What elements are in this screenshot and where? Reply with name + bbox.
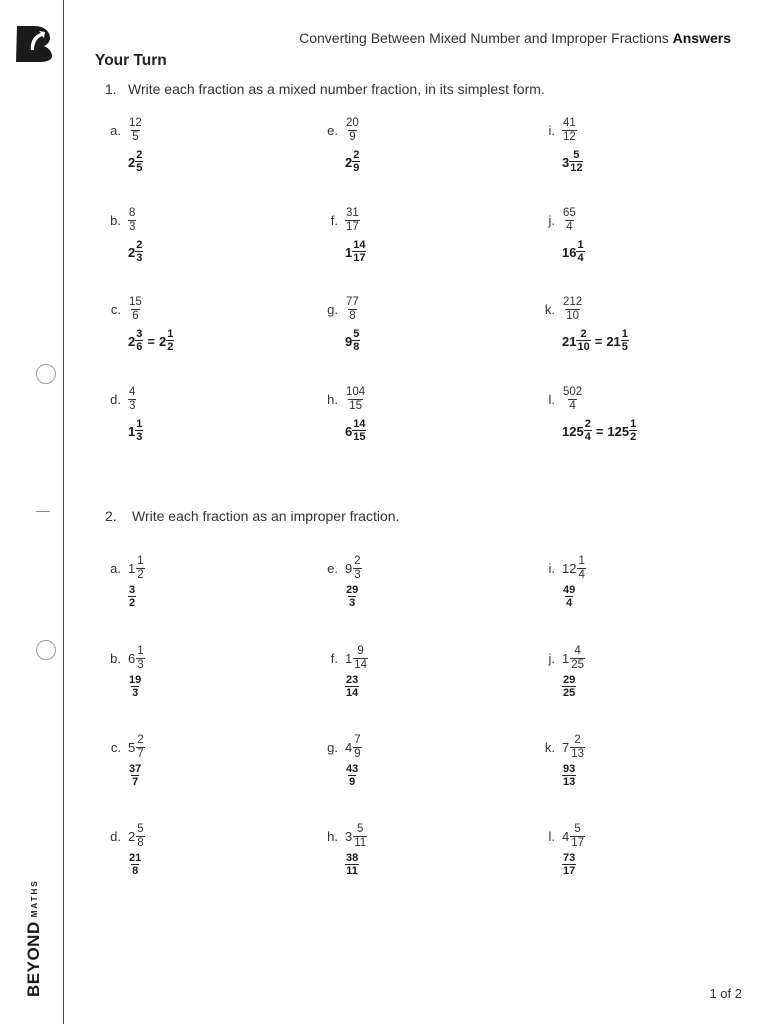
mixed-number bbox=[128, 824, 145, 849]
exercise-item bbox=[548, 823, 585, 849]
fraction bbox=[570, 646, 585, 671]
numerator: 19 bbox=[129, 674, 142, 686]
fraction bbox=[569, 150, 583, 174]
fraction bbox=[621, 329, 629, 353]
numerator: 104 bbox=[346, 386, 366, 398]
page-margin-line bbox=[63, 0, 64, 1024]
exercise-item bbox=[110, 386, 136, 412]
page-number: 1 of 2 bbox=[709, 986, 742, 1001]
numerator: 5 bbox=[137, 823, 144, 835]
fraction bbox=[345, 297, 360, 322]
mixed-number bbox=[562, 556, 586, 581]
numerator: 1 bbox=[137, 645, 144, 657]
fraction bbox=[345, 208, 360, 233]
page-header bbox=[299, 30, 731, 46]
denominator: 3 bbox=[129, 220, 136, 233]
answer bbox=[562, 675, 576, 699]
numerator: 7 bbox=[354, 734, 361, 746]
fraction bbox=[584, 419, 592, 443]
fraction bbox=[576, 329, 590, 353]
whole-number: 9 bbox=[345, 561, 353, 576]
denominator: 9 bbox=[354, 747, 361, 760]
header-title: Converting Between Mixed Number and Improper Fractions bbox=[299, 30, 669, 46]
item-label: h. bbox=[327, 392, 338, 407]
numerator: 2 bbox=[137, 734, 144, 746]
item-label: l. bbox=[548, 829, 555, 844]
whole-number: 3 bbox=[345, 829, 353, 844]
fraction bbox=[629, 419, 637, 443]
answer bbox=[562, 329, 629, 353]
whole-number: 21 bbox=[562, 333, 577, 349]
answer bbox=[128, 329, 174, 353]
denominator: 9 bbox=[349, 130, 356, 143]
fraction bbox=[562, 853, 576, 877]
numerator: 3 bbox=[136, 328, 143, 340]
denominator: 2 bbox=[630, 431, 637, 443]
numerator: 23 bbox=[346, 674, 359, 686]
fraction bbox=[135, 419, 143, 443]
fraction bbox=[353, 646, 368, 671]
question-number: 2. bbox=[105, 508, 117, 524]
numerator: 2 bbox=[584, 418, 591, 430]
numerator: 5 bbox=[573, 149, 580, 161]
denominator: 2 bbox=[167, 341, 174, 353]
denominator: 5 bbox=[132, 130, 139, 143]
fraction bbox=[576, 240, 584, 264]
fraction bbox=[345, 585, 359, 609]
denominator: 17 bbox=[353, 252, 366, 264]
whole-number: 4 bbox=[562, 829, 570, 844]
numerator: 2 bbox=[353, 149, 360, 161]
punch-hole bbox=[36, 640, 56, 660]
item-label: j. bbox=[548, 651, 555, 666]
answer bbox=[345, 675, 359, 699]
numerator: 15 bbox=[129, 296, 142, 308]
item-label: d. bbox=[110, 829, 121, 844]
fraction bbox=[128, 387, 136, 412]
numerator: 1 bbox=[578, 555, 585, 567]
denominator: 11 bbox=[354, 836, 367, 849]
fraction bbox=[128, 764, 142, 788]
numerator: 29 bbox=[346, 584, 359, 596]
numerator: 212 bbox=[563, 296, 583, 308]
beyond-maths-logo-icon bbox=[14, 24, 54, 64]
denominator: 15 bbox=[349, 399, 362, 412]
denominator: 3 bbox=[354, 568, 361, 581]
fraction bbox=[136, 735, 144, 760]
answer bbox=[128, 853, 142, 877]
item-label: c. bbox=[110, 740, 121, 755]
fraction bbox=[562, 585, 576, 609]
denominator: 3 bbox=[137, 658, 144, 671]
denominator: 9 bbox=[353, 162, 360, 174]
exercise-item bbox=[110, 734, 145, 760]
numerator: 21 bbox=[129, 852, 142, 864]
denominator: 25 bbox=[571, 658, 585, 671]
equals-sign: = bbox=[594, 333, 603, 349]
denominator: 5 bbox=[136, 162, 143, 174]
denominator: 8 bbox=[353, 341, 360, 353]
item-label: b. bbox=[110, 213, 121, 228]
denominator: 13 bbox=[571, 747, 585, 760]
whole-number: 1 bbox=[128, 561, 136, 576]
exercise-item bbox=[548, 645, 585, 671]
denominator: 14 bbox=[354, 658, 368, 671]
item-label: e. bbox=[327, 123, 338, 138]
denominator: 15 bbox=[353, 431, 366, 443]
denominator: 12 bbox=[570, 162, 583, 174]
numerator: 43 bbox=[346, 763, 359, 775]
whole-number: 7 bbox=[562, 740, 570, 755]
denominator: 2 bbox=[137, 568, 144, 581]
denominator: 7 bbox=[137, 747, 144, 760]
answer bbox=[128, 585, 136, 609]
item-label: f. bbox=[330, 651, 338, 666]
exercise-item bbox=[110, 296, 143, 322]
whole-number: 12 bbox=[562, 561, 577, 576]
numerator: 3 bbox=[129, 584, 136, 596]
exercise-item bbox=[110, 555, 145, 581]
item-label: k. bbox=[544, 302, 555, 317]
numerator: 5 bbox=[574, 823, 581, 835]
denominator: 13 bbox=[563, 776, 576, 788]
denominator: 8 bbox=[137, 836, 144, 849]
exercise-item bbox=[110, 117, 143, 143]
fraction bbox=[345, 675, 359, 699]
item-label: j. bbox=[548, 213, 555, 228]
denominator: 4 bbox=[578, 568, 585, 581]
fraction bbox=[352, 419, 366, 443]
mixed-number bbox=[128, 556, 145, 581]
numerator: 65 bbox=[563, 207, 576, 219]
denominator: 17 bbox=[571, 836, 585, 849]
whole-number: 3 bbox=[562, 154, 570, 170]
fraction bbox=[345, 764, 359, 788]
whole-number: 9 bbox=[345, 333, 353, 349]
item-label: f. bbox=[330, 213, 338, 228]
denominator: 4 bbox=[569, 399, 576, 412]
answer bbox=[345, 764, 359, 788]
denominator: 6 bbox=[132, 309, 139, 322]
fraction bbox=[562, 297, 583, 322]
denominator: 3 bbox=[136, 252, 143, 264]
numerator: 4 bbox=[574, 645, 581, 657]
fraction bbox=[128, 297, 143, 322]
fraction bbox=[128, 675, 142, 699]
whole-number: 125 bbox=[562, 423, 584, 439]
answer bbox=[345, 419, 366, 443]
denominator: 12 bbox=[563, 130, 576, 143]
exercise-item bbox=[544, 734, 585, 760]
section-heading: Your Turn bbox=[95, 52, 167, 69]
header-answers: Answers bbox=[672, 30, 731, 46]
denominator: 2 bbox=[129, 597, 136, 609]
exercise-item bbox=[548, 555, 586, 581]
fraction bbox=[352, 150, 360, 174]
whole-number: 2 bbox=[128, 829, 136, 844]
item-label: i. bbox=[548, 123, 555, 138]
numerator: 1 bbox=[136, 418, 143, 430]
denominator: 11 bbox=[346, 865, 358, 877]
item-label: e. bbox=[327, 561, 338, 576]
equals-sign: = bbox=[595, 423, 604, 439]
numerator: 1 bbox=[621, 328, 628, 340]
fraction bbox=[166, 329, 174, 353]
denominator: 8 bbox=[132, 865, 139, 877]
denominator: 25 bbox=[563, 687, 576, 699]
mixed-number bbox=[345, 735, 362, 760]
brand-sub: MATHS bbox=[30, 879, 40, 918]
answer bbox=[128, 240, 143, 264]
fraction bbox=[562, 387, 583, 412]
answer bbox=[128, 675, 142, 699]
whole-number: 4 bbox=[345, 740, 353, 755]
whole-number: 16 bbox=[562, 244, 577, 260]
answer bbox=[562, 764, 576, 788]
denominator: 6 bbox=[136, 341, 143, 353]
numerator: 2 bbox=[136, 149, 143, 161]
item-label: k. bbox=[544, 740, 555, 755]
fraction bbox=[570, 735, 585, 760]
exercise-item bbox=[548, 386, 583, 412]
numerator: 31 bbox=[346, 207, 359, 219]
question-instruction: Write each fraction as an improper fraction. bbox=[132, 508, 400, 524]
whole-number: 1 bbox=[345, 244, 353, 260]
fraction bbox=[352, 329, 360, 353]
exercise-item bbox=[110, 207, 136, 233]
whole-number: 2 bbox=[345, 154, 353, 170]
denominator: 10 bbox=[577, 341, 590, 353]
fraction bbox=[562, 118, 577, 143]
answer bbox=[562, 419, 637, 443]
numerator: 49 bbox=[563, 584, 576, 596]
fraction bbox=[562, 764, 576, 788]
whole-number: 2 bbox=[128, 333, 136, 349]
brand-main: BEYOND bbox=[24, 921, 43, 997]
fraction bbox=[353, 735, 361, 760]
denominator: 9 bbox=[349, 776, 356, 788]
mixed-number bbox=[128, 735, 145, 760]
item-label: l. bbox=[548, 392, 555, 407]
mixed-number bbox=[562, 646, 585, 671]
denominator: 14 bbox=[346, 687, 359, 699]
fraction bbox=[353, 556, 361, 581]
whole-number: 5 bbox=[128, 740, 136, 755]
item-label: g. bbox=[327, 740, 338, 755]
answer bbox=[345, 329, 360, 353]
answer bbox=[345, 150, 360, 174]
whole-number: 6 bbox=[128, 651, 136, 666]
denominator: 4 bbox=[566, 597, 573, 609]
denominator: 10 bbox=[566, 309, 579, 322]
item-label: g. bbox=[327, 302, 338, 317]
fraction bbox=[128, 118, 143, 143]
fraction bbox=[577, 556, 585, 581]
whole-number: 1 bbox=[128, 423, 136, 439]
fraction bbox=[345, 387, 366, 412]
fraction bbox=[562, 208, 577, 233]
exercise-item bbox=[330, 207, 360, 233]
answer bbox=[128, 764, 142, 788]
fold-mark bbox=[36, 511, 50, 512]
numerator: 14 bbox=[353, 418, 366, 430]
numerator: 502 bbox=[563, 386, 583, 398]
numerator: 5 bbox=[353, 328, 360, 340]
answer bbox=[345, 853, 359, 877]
fraction bbox=[136, 556, 144, 581]
exercise-item bbox=[327, 296, 360, 322]
denominator: 3 bbox=[129, 399, 136, 412]
numerator: 73 bbox=[563, 852, 576, 864]
answer bbox=[562, 150, 583, 174]
fraction bbox=[135, 329, 143, 353]
denominator: 3 bbox=[132, 687, 139, 699]
numerator: 20 bbox=[346, 117, 359, 129]
denominator: 4 bbox=[577, 252, 584, 264]
fraction bbox=[345, 118, 360, 143]
denominator: 17 bbox=[346, 220, 359, 233]
item-label: a. bbox=[110, 123, 121, 138]
mixed-number bbox=[345, 824, 367, 849]
denominator: 7 bbox=[132, 776, 139, 788]
exercise-item bbox=[327, 734, 362, 760]
numerator: 1 bbox=[137, 555, 144, 567]
fraction bbox=[352, 240, 366, 264]
item-label: h. bbox=[327, 829, 338, 844]
answer bbox=[562, 585, 576, 609]
numerator: 38 bbox=[346, 852, 359, 864]
exercise-item bbox=[544, 296, 583, 322]
equals-sign: = bbox=[147, 333, 155, 349]
numerator: 1 bbox=[577, 239, 584, 251]
question-1-title bbox=[105, 81, 545, 97]
numerator: 37 bbox=[129, 763, 142, 775]
exercise-item bbox=[548, 117, 577, 143]
mixed-number bbox=[128, 646, 145, 671]
numerator: 1 bbox=[167, 328, 174, 340]
answer bbox=[345, 240, 366, 264]
numerator: 5 bbox=[357, 823, 364, 835]
fraction bbox=[345, 853, 359, 877]
numerator: 8 bbox=[129, 207, 136, 219]
whole-number: 6 bbox=[345, 423, 353, 439]
fraction bbox=[128, 853, 142, 877]
numerator: 1 bbox=[630, 418, 637, 430]
item-label: i. bbox=[548, 561, 555, 576]
item-label: b. bbox=[110, 651, 121, 666]
numerator: 9 bbox=[357, 645, 364, 657]
mixed-number bbox=[562, 824, 585, 849]
denominator: 5 bbox=[621, 341, 628, 353]
fraction bbox=[128, 585, 136, 609]
exercise-item bbox=[327, 823, 367, 849]
question-instruction: Write each fraction as a mixed number fraction, in its simplest form. bbox=[128, 81, 545, 97]
exercise-item bbox=[327, 117, 360, 143]
numerator: 2 bbox=[580, 328, 587, 340]
exercise-item bbox=[327, 386, 366, 412]
answer bbox=[128, 150, 143, 174]
denominator: 3 bbox=[136, 431, 143, 443]
fraction bbox=[136, 824, 144, 849]
fraction bbox=[128, 208, 136, 233]
mixed-number bbox=[345, 646, 368, 671]
brand-vertical bbox=[24, 879, 44, 997]
numerator: 2 bbox=[574, 734, 581, 746]
item-label: d. bbox=[110, 392, 121, 407]
numerator: 29 bbox=[563, 674, 576, 686]
fraction bbox=[570, 824, 585, 849]
exercise-item bbox=[548, 207, 577, 233]
whole-number: 2 bbox=[158, 333, 167, 349]
denominator: 3 bbox=[349, 597, 356, 609]
numerator: 14 bbox=[353, 239, 366, 251]
numerator: 12 bbox=[129, 117, 142, 129]
mixed-number bbox=[562, 735, 585, 760]
fraction bbox=[562, 675, 576, 699]
numerator: 77 bbox=[346, 296, 359, 308]
answer bbox=[128, 419, 143, 443]
mixed-number bbox=[345, 556, 362, 581]
answer bbox=[345, 585, 359, 609]
numerator: 41 bbox=[563, 117, 576, 129]
denominator: 4 bbox=[566, 220, 573, 233]
exercise-item bbox=[330, 645, 368, 671]
fraction bbox=[353, 824, 367, 849]
numerator: 2 bbox=[354, 555, 361, 567]
item-label: a. bbox=[110, 561, 121, 576]
fraction bbox=[136, 646, 144, 671]
item-label: c. bbox=[110, 302, 121, 317]
denominator: 4 bbox=[584, 431, 591, 443]
fraction bbox=[135, 150, 143, 174]
whole-number: 1 bbox=[345, 651, 353, 666]
whole-number: 125 bbox=[607, 423, 630, 439]
denominator: 17 bbox=[563, 865, 576, 877]
whole-number: 2 bbox=[128, 154, 136, 170]
numerator: 93 bbox=[563, 763, 576, 775]
whole-number: 2 bbox=[128, 244, 136, 260]
answer bbox=[562, 240, 585, 264]
numerator: 4 bbox=[129, 386, 136, 398]
punch-hole bbox=[36, 364, 56, 384]
question-number: 1. bbox=[105, 81, 117, 97]
denominator: 8 bbox=[349, 309, 356, 322]
whole-number: 21 bbox=[606, 333, 621, 349]
question-2-title bbox=[105, 508, 399, 524]
numerator: 2 bbox=[136, 239, 143, 251]
fraction bbox=[135, 240, 143, 264]
exercise-item bbox=[327, 555, 362, 581]
exercise-item bbox=[110, 823, 145, 849]
answer bbox=[562, 853, 576, 877]
exercise-item bbox=[110, 645, 145, 671]
whole-number: 1 bbox=[562, 651, 570, 666]
